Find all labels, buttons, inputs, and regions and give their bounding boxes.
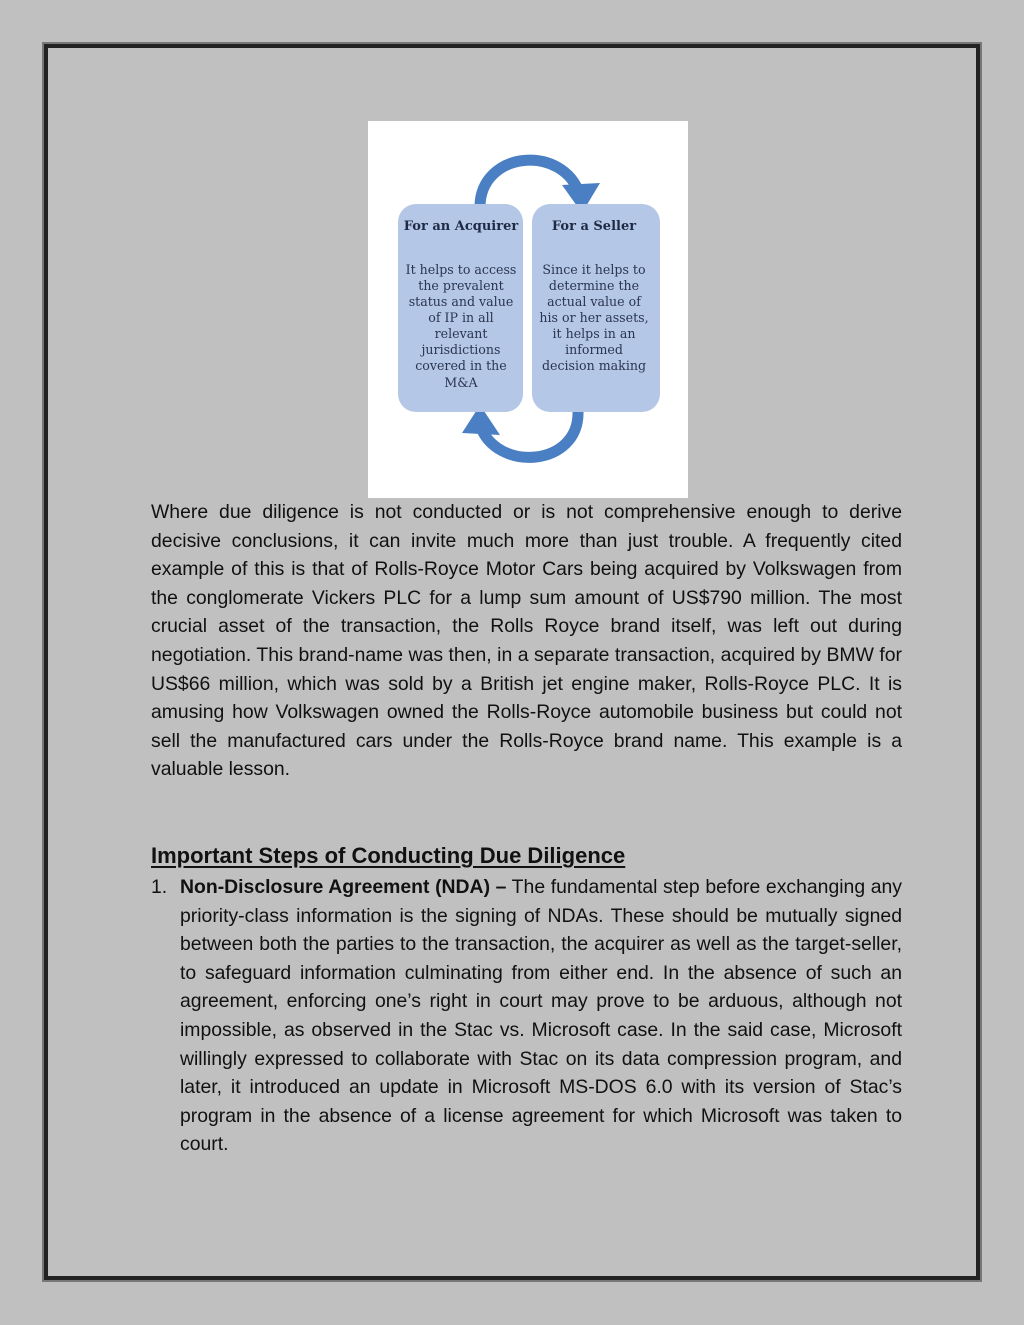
seller-line: decision making xyxy=(541,358,647,373)
step-item xyxy=(151,873,902,1159)
steps-list xyxy=(151,873,902,1159)
curved-arrow-bottom-icon xyxy=(462,405,578,457)
step-title: Non-Disclosure Agreement (NDA) – xyxy=(180,876,507,898)
step-text: The fundamental step before exchanging any priority-class information is the signing of NDAs. These should be mutually signed between both the parties to the transaction, the acquirer as well as the target-seller, to safeguard information culminating from either end. In the absence of such an agreement, enforcing one’s right in court may prove to be arduous, although not impossible, as observed in the Stac vs. Microsoft case. In the said case, Microsoft willingly expressed to collaborate with Stac on its data compression program, and later, it introduced an update in Microsoft MS-DOS 6.0 with its version of Stac’s program in the absence of a license agreement for which Microsoft was taken to court. xyxy=(180,876,902,1156)
seller-line: informed xyxy=(565,342,623,357)
seller-line: Since it helps to xyxy=(542,262,646,277)
seller-line: actual value of xyxy=(547,294,641,309)
diagram-figure xyxy=(368,121,688,498)
step-number: 1. xyxy=(151,876,168,898)
diagram-svg xyxy=(368,121,688,498)
seller-line: it helps in an xyxy=(552,326,636,341)
acquirer-line: of IP in all xyxy=(428,310,494,325)
acquirer-line: covered in the xyxy=(415,358,507,373)
seller-line: determine the xyxy=(548,278,640,293)
body-paragraph: Where due diligence is not conducted or is not comprehensive enough to derive decisive conclusions, it can invite much more than just trouble. A frequently cited example of this is that of Rolls-Royce Motor Cars being acquired by Volkswagen from the conglomerate Vickers PLC for a lump sum amount of US$790 million. The most crucial asset of the transaction, the Rolls Royce brand itself, was left out during negotiation. This brand-name was then, in a separate transaction, acquired by BMW for US$66 million, which was sold by a British jet engine maker, Rolls-Royce PLC. It is amusing how Volkswagen owned the Rolls-Royce automobile business but could not sell the manufactured cars under the Rolls-Royce brand name. This example is a valuable lesson. xyxy=(151,501,902,781)
acquirer-line: the prevalent xyxy=(418,278,504,293)
seller-line: his or her assets, xyxy=(539,310,649,325)
acquirer-line: It helps to access xyxy=(405,262,517,277)
section-heading: Important Steps of Conducting Due Diligence xyxy=(151,843,626,868)
acquirer-line: relevant xyxy=(434,326,488,341)
seller-title: For a Seller xyxy=(551,219,637,234)
acquirer-line: jurisdictions xyxy=(421,342,501,357)
acquirer-line: M&A xyxy=(444,375,478,390)
acquirer-title: For an Acquirer xyxy=(403,219,519,234)
acquirer-line: status and value xyxy=(408,294,514,309)
